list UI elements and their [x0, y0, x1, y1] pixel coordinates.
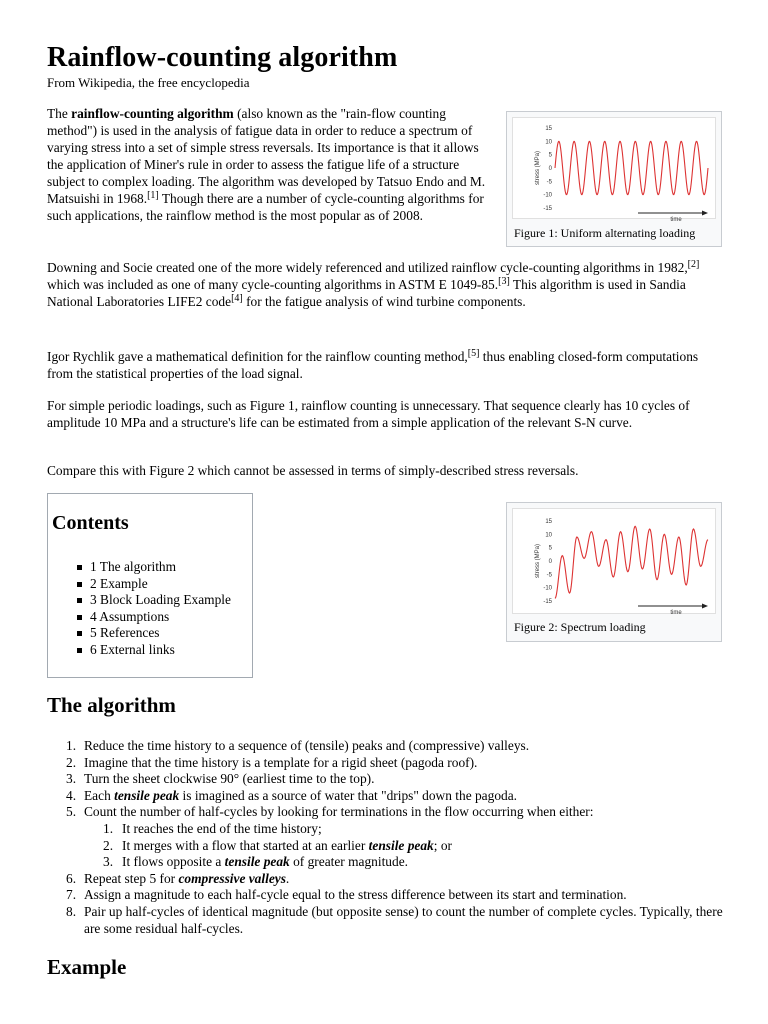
- emphasis: compressive valleys: [178, 870, 286, 886]
- text: thus enabling closed-form computations from the statistical properties of the load signal.: [47, 349, 699, 381]
- list-item: 2. It merges with a flow that started at an earlier tensile peak; or: [103, 837, 452, 853]
- toc-item-algorithm[interactable]: 1 The algorithm: [90, 559, 231, 576]
- y-tick-label: 0: [548, 166, 552, 172]
- text: It reaches the end of the time history;: [122, 820, 322, 836]
- y-tick-label: 5: [548, 545, 552, 552]
- list-item: 2. Imagine that the time history is a template for a rigid sheet (pagoda roof).: [66, 754, 478, 770]
- page-subtitle: From Wikipedia, the free encyclopedia: [47, 75, 250, 90]
- figure-2-chart: [513, 509, 715, 616]
- figure-2-caption: Figure 2: Spectrum loading: [514, 620, 646, 634]
- list-item: 3. Turn the sheet clockwise 90° (earliest time to the top).: [66, 771, 375, 787]
- text: Each: [84, 787, 115, 803]
- text: This algorithm is used in Sandia National Laboratories LIFE2 code: [47, 277, 686, 309]
- text: Reduce the time history to a sequence of (tensile) peaks and (compressive) valleys.: [84, 738, 530, 753]
- figure-1-chart: [513, 118, 715, 223]
- list-item: 6. Repeat step 5 for compressive valleys.: [66, 870, 290, 886]
- list-item: 1. It reaches the end of the time history;: [103, 820, 322, 836]
- intro-paragraph-3: [47, 348, 725, 382]
- emphasis: tensile peak: [368, 837, 434, 853]
- reference-link[interactable]: [2]: [687, 259, 700, 270]
- figure-1: [506, 111, 722, 247]
- toc-item-block-loading[interactable]: 3 Block Loading Example: [90, 592, 231, 608]
- toc-item-assumptions[interactable]: 4 Assumptions: [90, 609, 231, 626]
- text: Though there are a number of cycle-counting algorithms for such applications, the rainflow method is the most popular as of 2008.: [47, 191, 484, 223]
- text: Pair up half-cycles of identical magnitude (but opposite sense) to count the number of complete cycles. Typically, there are some residual half-cycles.: [84, 903, 723, 936]
- intro-paragraph-1: [47, 105, 487, 224]
- text: Assign a magnitude to each half-cycle equal to the stress difference between its start and termination.: [84, 887, 627, 903]
- time-arrow-head: [702, 604, 708, 609]
- figure-1-image[interactable]: [512, 117, 716, 223]
- text: Igor Rychlik gave a mathematical definition for the rainflow counting method,: [47, 349, 468, 364]
- y-tick-label: 10: [545, 532, 552, 539]
- emphasis: tensile peak: [114, 787, 180, 803]
- y-tick-label: -10: [543, 585, 552, 592]
- y-axis-label: stress (MPa): [535, 150, 541, 186]
- section-heading-algorithm: The algorithm: [47, 693, 176, 717]
- text: Repeat step 5 for: [84, 870, 179, 886]
- sub-list: [84, 821, 725, 871]
- data-series-line: [555, 526, 708, 598]
- intro-paragraph-5: Compare this with Figure 2 which cannot be assessed in terms of simply-described stress reversals.: [47, 463, 579, 478]
- x-axis-label: time: [670, 217, 682, 223]
- reference-link[interactable]: [1]: [147, 190, 159, 201]
- list-item: 8. Pair up half-cycles of identical magnitude (but opposite sense) to count the number of complete cycles. Typically, there are some residual half-cycles.: [66, 903, 723, 936]
- text: ; or: [433, 837, 452, 853]
- reference-link[interactable]: [5]: [467, 348, 480, 359]
- list-item: 4. Each tensile peak is imagined as a source of water that "drips" down the pagoda.: [66, 787, 517, 803]
- text: is imagined as a source of water that "drips" down the pagoda.: [179, 787, 517, 803]
- toc-title: Contents: [52, 512, 129, 534]
- y-tick-label: -15: [543, 206, 552, 212]
- figure-2: [506, 502, 722, 642]
- intro-paragraph-4: For simple periodic loadings, such as Figure 1, rainflow counting is unnecessary. That sequence clearly has 10 cycles of amplitude 10 MPa and a structure's life can be estimated from a simple application of the relevant S-N curve.: [47, 398, 690, 430]
- figure-2-image[interactable]: [512, 508, 716, 614]
- text: Count the number of half-cycles by looking for terminations in the flow occurring when either:: [84, 804, 594, 820]
- y-tick-label: 5: [548, 152, 552, 159]
- y-axis-label: stress (MPa): [535, 543, 541, 579]
- text: (also known as the "rain-flow counting method") is used in the analysis of fatigue data in order to reduce a spectrum of varying stress into a set of simple stress reversals. Its importance is that it allows the application of Miner's rule in order to assess the fatigue life of a structure subject to complex loading. The algorithm was developed by Tatsuo Endo and M. Matsuishi in 1968.: [47, 106, 486, 206]
- page-title: Rainflow-counting algorithm: [47, 42, 398, 73]
- text: Imagine that the time history is a template for a rigid sheet (pagoda roof).: [84, 754, 478, 770]
- reference-link[interactable]: [4]: [231, 293, 243, 304]
- text: It merges with a flow that started at an earlier: [122, 837, 369, 853]
- figure-1-caption: Figure 1: Uniform alternating loading: [514, 226, 696, 240]
- text: Downing and Socie created one of the more widely referenced and utilized rainflow cycle-counting algorithms in 1982,: [47, 260, 688, 275]
- text: Turn the sheet clockwise 90° (earliest time to the top).: [84, 771, 375, 787]
- x-axis-label: time: [670, 610, 682, 616]
- y-tick-label: -5: [546, 572, 552, 579]
- emphasis: tensile peak: [224, 854, 290, 870]
- y-tick-label: 0: [548, 559, 552, 565]
- list-item: 3. It flows opposite a tensile peak of greater magnitude.: [103, 854, 408, 870]
- time-arrow-head: [702, 211, 708, 216]
- y-tick-label: -10: [543, 192, 552, 199]
- algorithm-steps: [47, 738, 725, 937]
- section-heading-example: Example: [47, 955, 127, 979]
- list-item: 7. Assign a magnitude to each half-cycle equal to the stress difference between its start and termination.: [66, 887, 627, 903]
- toc-list: [90, 559, 231, 659]
- text: of greater magnitude.: [289, 854, 408, 870]
- text: The: [47, 106, 72, 121]
- toc-item-references[interactable]: 5 References: [90, 625, 231, 642]
- toc-item-example[interactable]: 2 Example: [90, 576, 231, 593]
- y-tick-label: 15: [545, 126, 552, 132]
- text: for the fatigue analysis of wind turbine components.: [242, 294, 526, 309]
- intro-paragraph-2: [47, 259, 725, 310]
- list-item: 5. Count the number of half-cycles by looking for terminations in the flow occurring when either: 1. It reaches the end of the time history; 2. It merges with a flow that started at an earlier tensile peak; or 3. It flows opposite a tensile peak of greater magnitude.: [47, 804, 725, 870]
- y-tick-label: 15: [545, 519, 552, 525]
- list-item: 1. Reduce the time history to a sequence of (tensile) peaks and (compressive) valleys.: [66, 738, 530, 753]
- bold-term: rainflow-counting algorithm: [71, 106, 234, 121]
- y-tick-label: -15: [543, 599, 552, 605]
- toc-item-external-links[interactable]: 6 External links: [90, 642, 231, 659]
- reference-link[interactable]: [3]: [498, 276, 510, 287]
- text: .: [285, 870, 290, 886]
- text: It flows opposite a: [122, 854, 225, 870]
- data-series-line: [555, 141, 708, 194]
- y-tick-label: 10: [545, 139, 552, 146]
- text: which was included as one of many cycle-counting algorithms in ASTM E 1049-85.: [47, 277, 499, 292]
- y-tick-label: -5: [546, 179, 552, 186]
- table-of-contents: [47, 493, 253, 678]
